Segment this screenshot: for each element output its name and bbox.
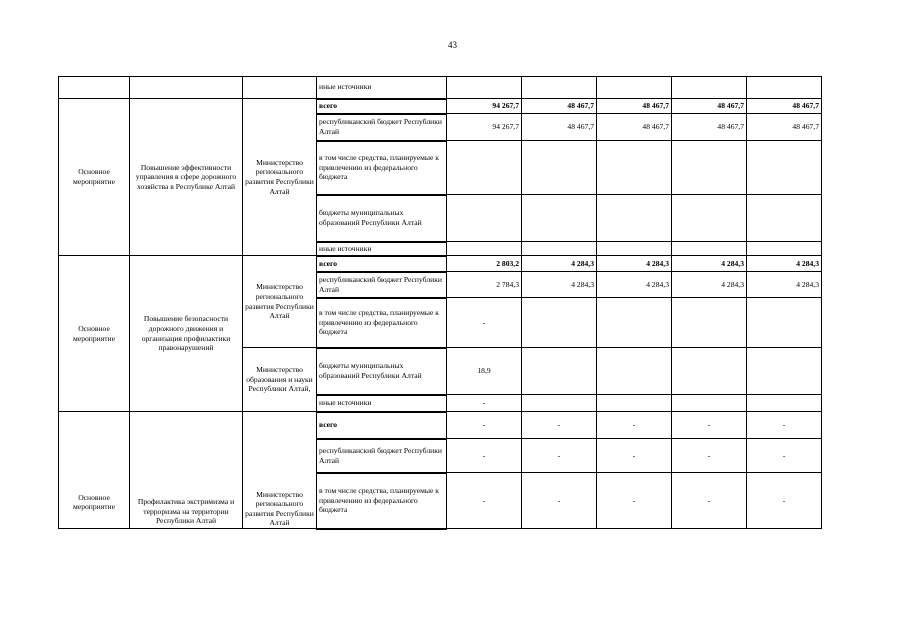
value-cell xyxy=(447,242,522,256)
name-cell xyxy=(130,77,243,99)
table-row xyxy=(59,412,822,439)
value-cell xyxy=(747,242,822,256)
value-cell: 4 284,3 xyxy=(672,272,747,298)
value-cell xyxy=(672,195,747,242)
name-cell: Повышение безопасности дорожного движения и организация профилактики правонарушений xyxy=(130,256,243,412)
executor-cell: Министерство регионального развития Республики Алтай xyxy=(243,99,317,256)
value-cell: 4 284,3 xyxy=(597,256,672,272)
value-cell xyxy=(522,298,597,348)
table-row xyxy=(59,77,822,99)
value-cell: - xyxy=(522,412,597,439)
value-cell xyxy=(597,395,672,412)
type-cell: Основное мероприятие xyxy=(59,99,130,256)
value-cell xyxy=(597,298,672,348)
value-cell xyxy=(672,141,747,195)
value-cell xyxy=(747,298,822,348)
value-cell: - xyxy=(447,298,522,348)
value-cell xyxy=(597,77,672,99)
value-cell xyxy=(747,77,822,99)
executor-cell xyxy=(243,77,317,99)
budget-table xyxy=(58,76,822,530)
value-cell xyxy=(672,298,747,348)
source-cell: в том числе средства, планируемые к привлечению из федерального бюджета xyxy=(317,298,447,348)
value-cell xyxy=(747,348,822,395)
value-cell: 94 267,7 xyxy=(447,99,522,114)
value-cell: 4 284,3 xyxy=(522,256,597,272)
value-cell: 48 467,7 xyxy=(672,114,747,141)
value-cell xyxy=(597,195,672,242)
value-cell: - xyxy=(447,473,522,529)
value-cell xyxy=(747,141,822,195)
source-cell: республиканский бюджет Республики Алтай xyxy=(317,114,447,141)
value-cell: 18,9 xyxy=(447,348,522,395)
value-cell: 48 467,7 xyxy=(672,99,747,114)
value-cell: - xyxy=(672,439,747,473)
value-cell xyxy=(447,141,522,195)
value-cell: 48 467,7 xyxy=(522,99,597,114)
value-cell xyxy=(672,395,747,412)
source-cell: иные источники xyxy=(317,395,447,412)
value-cell: - xyxy=(522,439,597,473)
value-cell: - xyxy=(447,395,522,412)
value-cell: 4 284,3 xyxy=(672,256,747,272)
executor-cell: Министерство образования и науки Республики Алтай, xyxy=(243,348,317,412)
source-cell: бюджеты муниципальных образований Республики Алтай xyxy=(317,348,447,395)
value-cell xyxy=(522,395,597,412)
value-cell xyxy=(447,195,522,242)
value-cell: 48 467,7 xyxy=(522,114,597,141)
value-cell xyxy=(522,242,597,256)
table-row xyxy=(59,99,822,114)
value-cell xyxy=(672,77,747,99)
value-cell: - xyxy=(747,412,822,439)
source-cell: республиканский бюджет Республики Алтай xyxy=(317,439,447,473)
value-cell xyxy=(672,242,747,256)
value-cell xyxy=(597,348,672,395)
source-cell: в том числе средства, планируемые к привлечению из федерального бюджета xyxy=(317,141,447,195)
value-cell: - xyxy=(672,412,747,439)
value-cell: 4 284,3 xyxy=(522,272,597,298)
value-cell: - xyxy=(447,412,522,439)
type-cell xyxy=(59,77,130,99)
name-cell: Повышение эффективности управления в сфере дорожного хозяйства в Республике Алтай xyxy=(130,99,243,256)
type-cell: Основное мероприятие xyxy=(59,256,130,412)
source-cell: всего xyxy=(317,412,447,439)
value-cell: 48 467,7 xyxy=(747,99,822,114)
value-cell: 48 467,7 xyxy=(597,99,672,114)
value-cell: 4 284,3 xyxy=(747,256,822,272)
source-cell: всего xyxy=(317,99,447,114)
executor-cell: Министерство регионального развития Республики Алтай xyxy=(243,256,317,348)
value-cell: - xyxy=(597,412,672,439)
value-cell xyxy=(522,195,597,242)
value-cell: 48 467,7 xyxy=(597,114,672,141)
value-cell: 2 784,3 xyxy=(447,272,522,298)
value-cell: 2 803,2 xyxy=(447,256,522,272)
source-cell: бюджеты муниципальных образований Республики Алтай xyxy=(317,195,447,242)
value-cell xyxy=(522,77,597,99)
source-cell: иные источники xyxy=(317,77,447,99)
page-number: 43 xyxy=(448,40,457,50)
value-cell xyxy=(672,348,747,395)
value-cell: 4 284,3 xyxy=(747,272,822,298)
type-cell: Основное мероприятие xyxy=(59,412,130,529)
value-cell: 94 267,7 xyxy=(447,114,522,141)
source-cell: иные источники xyxy=(317,242,447,256)
name-cell: Профилактика экстримизма и терроризма на территории Республики Алтай xyxy=(130,412,243,529)
value-cell: - xyxy=(672,473,747,529)
source-cell: в том числе средства, планируемые к привлечению из федерального бюджета xyxy=(317,473,447,529)
source-cell: всего xyxy=(317,256,447,272)
value-cell: - xyxy=(597,439,672,473)
value-cell xyxy=(747,395,822,412)
value-cell: - xyxy=(747,439,822,473)
value-cell: 4 284,3 xyxy=(597,272,672,298)
table-row xyxy=(59,256,822,272)
value-cell xyxy=(747,195,822,242)
value-cell: - xyxy=(447,439,522,473)
value-cell: - xyxy=(522,473,597,529)
executor-cell: Министерство регионального развития Республики Алтай xyxy=(243,412,317,529)
value-cell xyxy=(522,141,597,195)
value-cell: - xyxy=(597,473,672,529)
value-cell: 48 467,7 xyxy=(747,114,822,141)
value-cell xyxy=(597,242,672,256)
value-cell xyxy=(447,77,522,99)
value-cell xyxy=(597,141,672,195)
source-cell: республиканский бюджет Республики Алтай xyxy=(317,272,447,298)
value-cell xyxy=(522,348,597,395)
value-cell: - xyxy=(747,473,822,529)
